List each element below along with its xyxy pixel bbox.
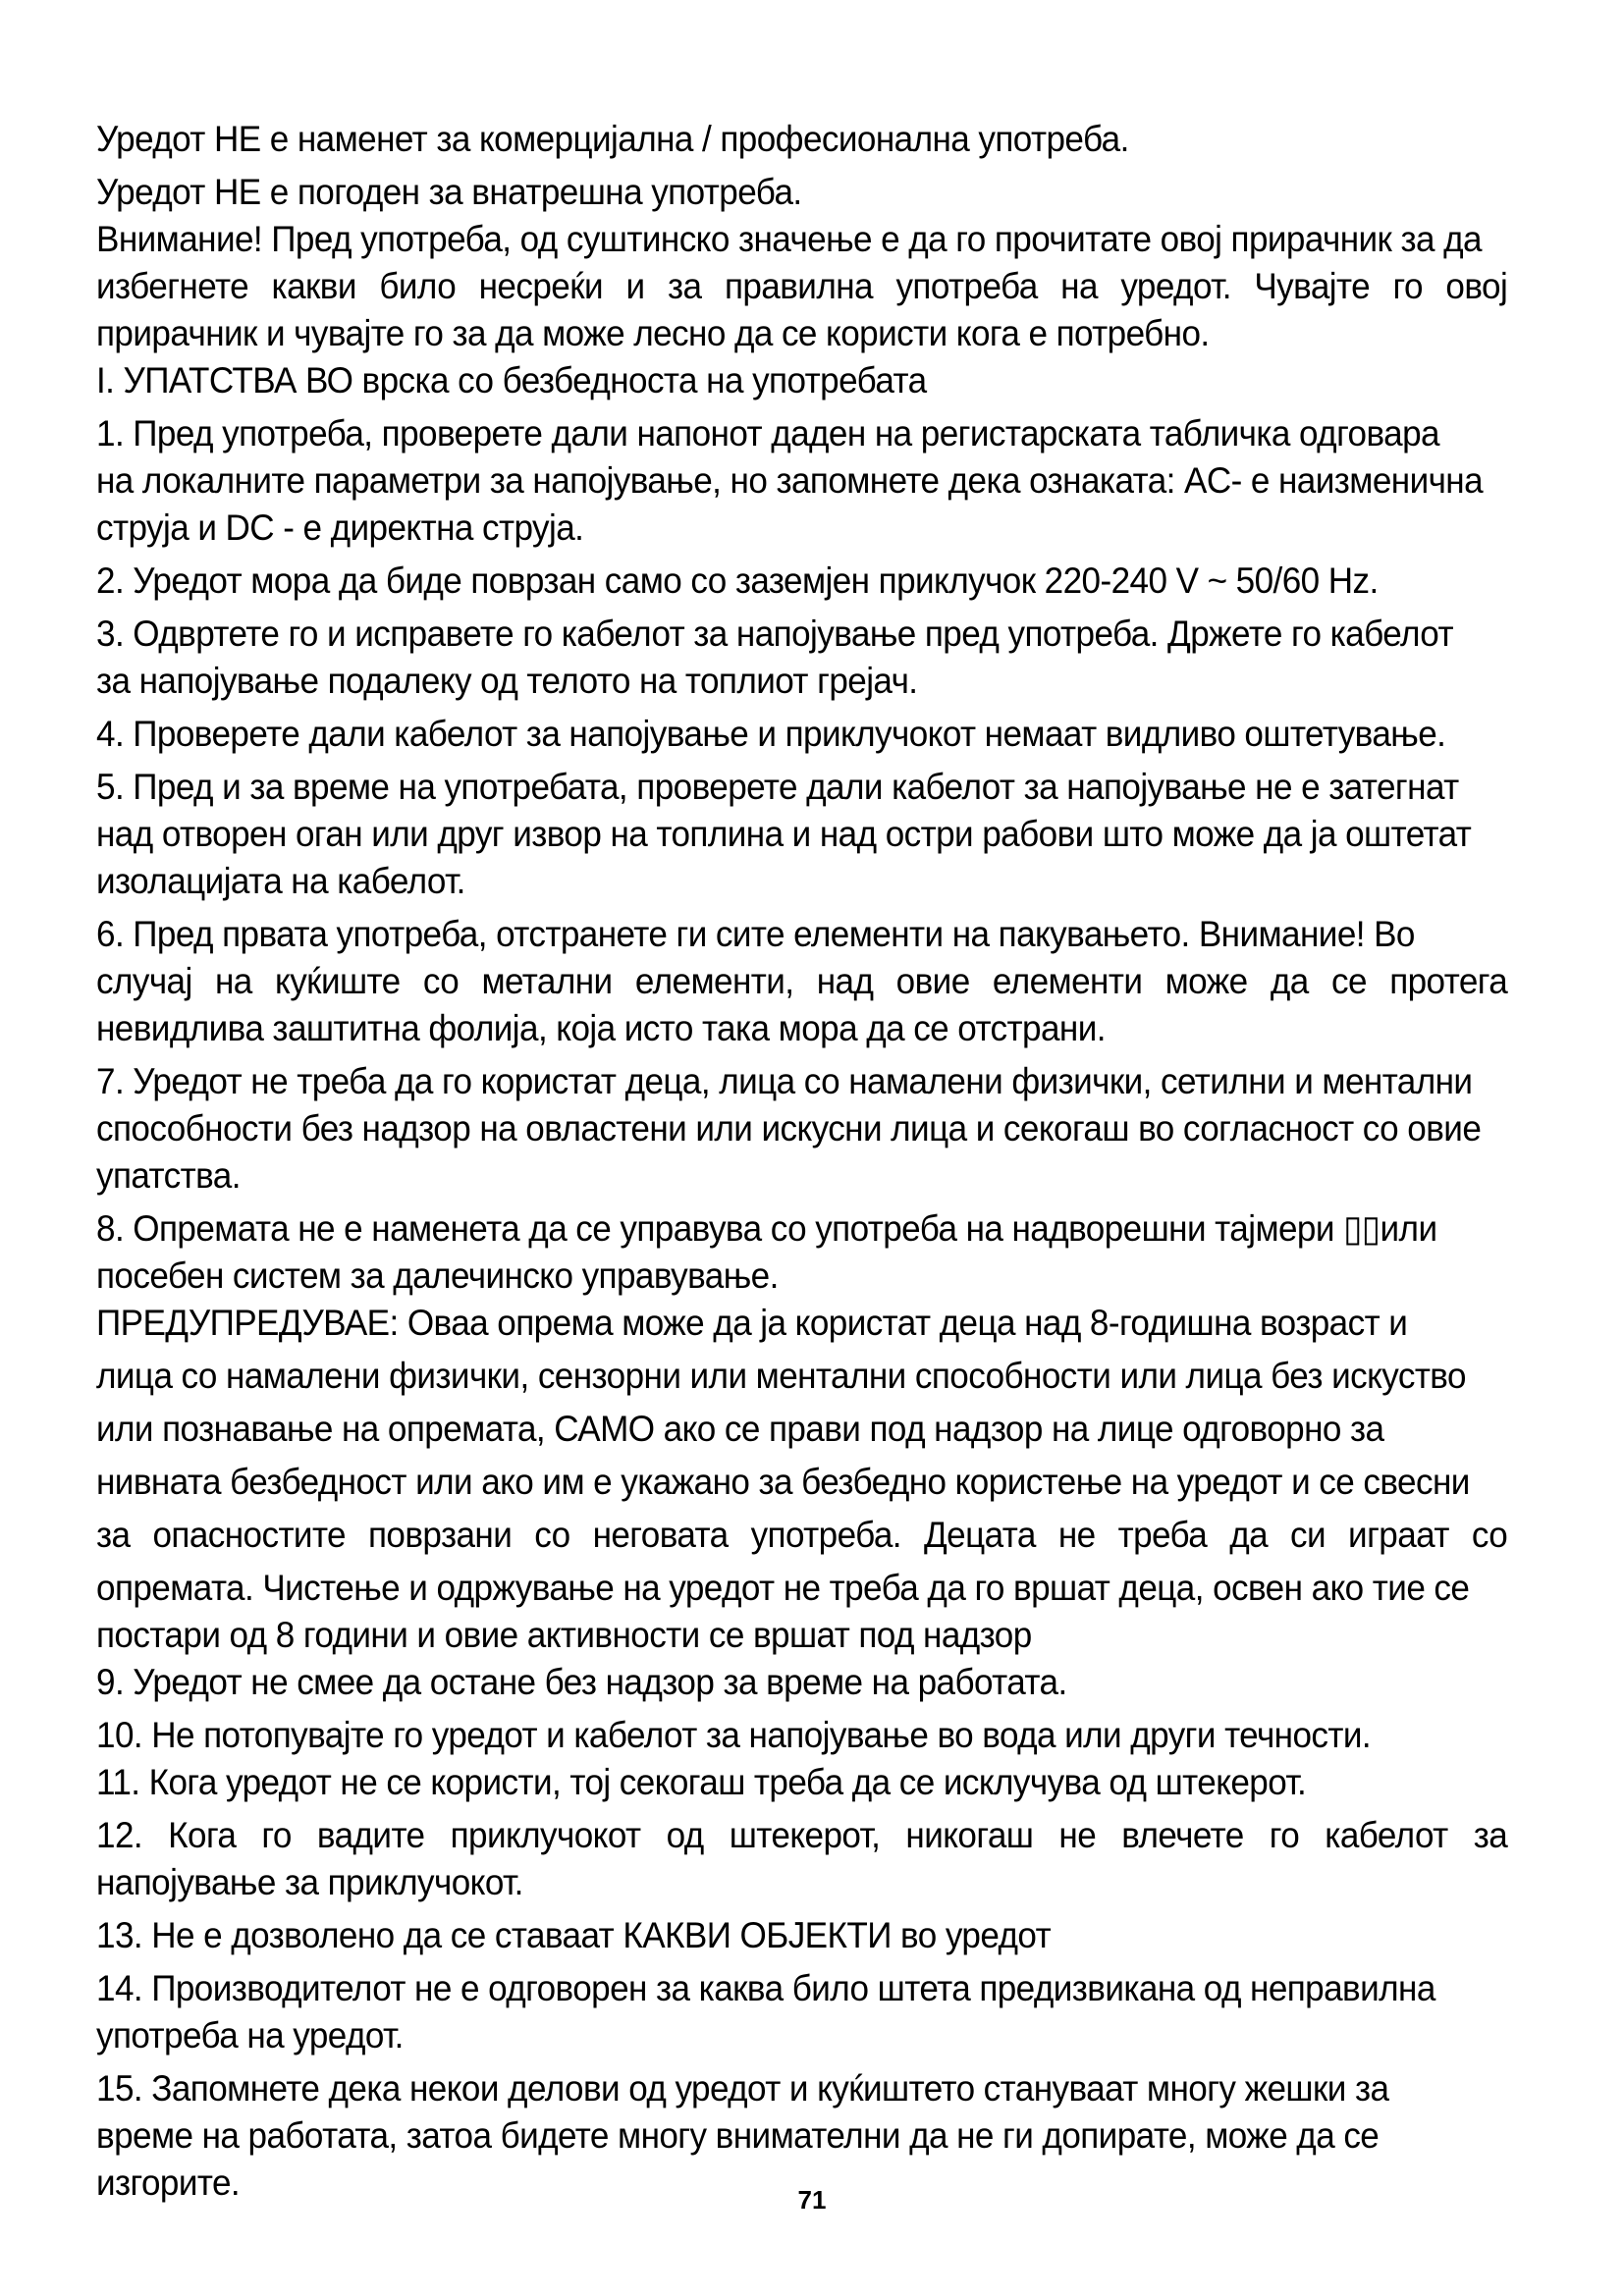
text-line: 8. Опремата не е наменета да се управува со употреба на надворешни тајмери ▯▯или — [96, 1208, 1437, 1249]
text-line: изолацијата на кабелот. — [96, 861, 465, 901]
text-line: напојување за приклучокот. — [96, 1862, 523, 1902]
text-line: струја и DC - е директна струја. — [96, 507, 584, 548]
text-line: за напојување подалеку од телото на топлиот грејач. — [96, 661, 918, 701]
text-line: на локалните параметри за напојување, но запомнете дека ознаката: AC- е наизменична — [96, 460, 1484, 501]
text-line: 5. Пред и за време на употребата, проверете дали кабелот за напојување не е затегнат — [96, 767, 1459, 807]
page-right-margin — [1585, 0, 1624, 2296]
text-line: Уредот НЕ е наменет за комерцијална / професионална употреба. — [96, 119, 1129, 159]
text-line: прирачник и чувајте го за да може лесно да се користи кога е потребно. — [96, 313, 1210, 353]
text-line: 1. Пред употреба, проверете дали напонот даден на регистарската табличка одговара — [96, 413, 1439, 454]
text-line: 4. Проверете дали кабелот за напојување и приклучокот немаат видливо оштетување. — [96, 714, 1446, 754]
section-heading: I. УПАТСТВА ВО врска со безбедноста на употребата — [96, 360, 927, 400]
text-line: изгорите. — [96, 2163, 241, 2203]
text-line: 3. Одвртете го и исправете го кабелот за напојување пред употреба. Држете го кабелот — [96, 614, 1453, 654]
text-line: над отворен оган или друг извор на топлина и над остри рабови што може да ја оштетат — [96, 814, 1472, 854]
text-line: употреба на уредот. — [96, 2015, 404, 2056]
page-number: 71 — [797, 2185, 827, 2215]
warning-text-line: или познавање на опремата, САМО ако се прави под надзор на лице одговорно за — [96, 1409, 1384, 1449]
text-line: Уредот НЕ е погоден за внатрешна употреба. — [96, 172, 802, 212]
text-line: 10. Не потопувајте го уредот и кабелот за напојување во вода или други течности. — [96, 1715, 1372, 1755]
text-line: 12. Кога го вадите приклучокот од штекерот, никогаш не влечете го кабелот за — [96, 1815, 1508, 1855]
text-line: 13. Не е дозволено да се ставаат КАКВИ ОБЈЕКТИ во уредот — [96, 1915, 1052, 1955]
text-line: 11. Кога уредот не се користи, тој секогаш треба да се исклучува од штекерот. — [96, 1762, 1307, 1802]
text-line: способности без надзор на овластени или искусни лица и секогаш во согласност со овие — [96, 1108, 1482, 1148]
warning-text-line: за опасностите поврзани со неговата употреба. Децата не треба да си играат со — [96, 1515, 1508, 1555]
text-line: посебен систем за далечинско управување. — [96, 1255, 779, 1296]
warning-text-line: лица со намалени физички, сензорни или ментални способности или лица без искуство — [96, 1356, 1466, 1396]
text-line: Внимание! Пред употреба, од суштинско значење е да го прочитате овој прирачник за да — [96, 219, 1482, 259]
text-line: 2. Уредот мора да биде поврзан само со заземјен приклучок 220-240 V ~ 50/60 Hz. — [96, 561, 1379, 601]
text-line: 15. Запомнете дека некои делови од уредот и куќиштето стануваат многу жешки за — [96, 2068, 1389, 2109]
text-line: 7. Уредот не треба да го користат деца, лица со намалени физички, сетилни и ментални — [96, 1061, 1473, 1101]
text-line: упатства. — [96, 1155, 241, 1196]
text-line: 14. Производителот не е одговорен за каква било штета предизвикана од неправилна — [96, 1968, 1435, 2008]
warning-text-line: опремата. Чистење и одржување на уредот не треба да го вршат деца, освен ако тие се — [96, 1568, 1470, 1608]
text-line: невидлива заштитна фолија, која исто така мора да се отстрани. — [96, 1008, 1106, 1048]
manual-page-text — [96, 116, 1507, 2207]
text-line: 9. Уредот не смее да остане без надзор за време на работата. — [96, 1662, 1067, 1702]
warning-text-line: нивната безбедност или ако им е укажано за безбедно користење на уредот и се свесни — [96, 1462, 1470, 1502]
text-line: време на работата, затоа бидете многу внимателни да не ги допирате, може да се — [96, 2115, 1380, 2156]
text-line: случај на куќиште со метални елементи, над овие елементи може да се протега — [96, 961, 1508, 1001]
text-line: 6. Пред првата употреба, отстранете ги сите елементи на пакувањето. Внимание! Во — [96, 914, 1415, 954]
text-line: избегнете какви било несреќи и за правилна употреба на уредот. Чувајте го овој — [96, 266, 1508, 306]
warning-text-line: ПРЕДУПРЕДУВАЕ: Оваа опрема може да ја користат деца над 8-годишна возраст и — [96, 1303, 1408, 1343]
warning-text-line: постари од 8 години и овие активности се вршат под надзор — [96, 1615, 1032, 1655]
